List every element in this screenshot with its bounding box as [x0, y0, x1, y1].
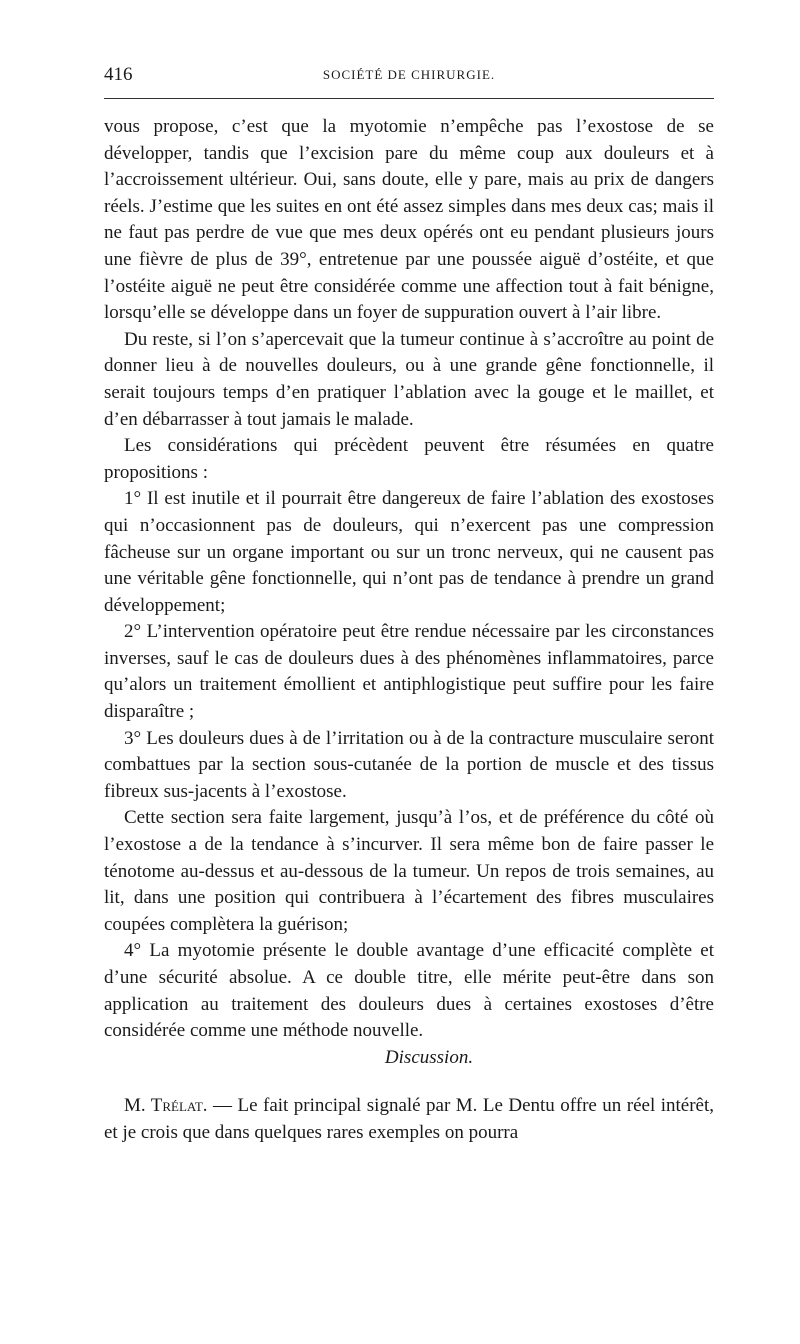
proposition-3: 3° Les douleurs dues à de l’irritation ou à de la contracture musculaire seront combattues par la section sous-cutanée de la portion de muscle et des tissus fibreux sus-jacents à l’exostose.	[104, 727, 714, 802]
discussion-paragraph	[104, 1093, 714, 1146]
paragraph: Du reste, si l’on s’apercevait que la tumeur continue à s’accroître au point de donner lieu à de nouvelles douleurs, ou à une grande gêne fonctionnelle, il serait toujours temps d’en pratiquer l’ablation avec la gouge et le maillet, et d’en débarrasser à tout jamais le malade.	[104, 328, 714, 430]
header-rule	[104, 98, 714, 99]
proposition-2: 2° L’intervention opératoire peut être rendue nécessaire par les circonstances inverses, sauf le cas de douleurs dues à des phénomènes inflammatoires, parce qu’alors un traitement émollient et antiphlogistique peut suffire pour les faire disparaître ;	[104, 621, 714, 723]
running-head	[104, 62, 714, 88]
discussion-text: — Le fait principal signalé par M. Le Dentu offre un réel intérêt, et je crois que dans quelques rares exemples on pourra	[104, 1095, 714, 1143]
paragraph-continued: vous propose, c’est que la myotomie n’empêche pas l’exostose de se développer, tandis que l’excision pare du même coup aux douleurs et à l’accroissement ultérieur. Oui, sans doute, elle y pare, mais au prix de dangers réels. J’estime que les suites en ont été assez simples dans mes deux cas; mais il ne faut pas perdre de vue que mes deux opérés ont eu pendant plusieurs jours une fièvre de plus de 39°, entretenue par une poussée aiguë d’ostéite, et que l’ostéite aiguë ne peut être considérée comme une affection tout à fait bénigne, lorsqu’elle se développe dans un foyer de suppuration ouvert à l’air libre.	[104, 116, 714, 324]
proposition-4: 4° La myotomie présente le double avantage d’une efficacité complète et d’une sécurité absolue. A ce double titre, elle mérite peut-être dans son application au traitement des douleurs dues à certaines exostoses d’être considérée comme une méthode nouvelle.	[104, 940, 714, 1042]
page-number: 416	[104, 64, 133, 85]
paragraph: Cette section sera faite largement, jusqu’à l’os, et de préférence du côté où l’exostose a de la tendance à s’incurver. Il sera même bon de faire passer le ténotome au-dessus et au-dessous de la tumeur. Un repos de trois semaines, au lit, dans une position qui contribuera à l’écartement des fibres musculaires coupées complètera la guérison;	[104, 807, 714, 935]
body-text	[104, 114, 714, 1147]
proposition-1: 1° Il est inutile et il pourrait être dangereux de faire l’ablation des exostoses qui n’occasionnent pas de douleurs, qui n’exercent pas une compression fâcheuse sur un organe important ou sur un tronc nerveux, qui ne causent pas une véritable gêne fonctionnelle, qui n’ont pas de tendance à prendre un grand développement;	[104, 488, 714, 616]
speaker-name: M. Trélat.	[124, 1095, 208, 1117]
running-title: SOCIÉTÉ DE CHIRURGIE.	[322, 67, 496, 82]
paragraph: Les considérations qui précèdent peuvent être résumées en quatre propositions :	[104, 435, 714, 483]
section-heading: Discussion.	[384, 1046, 474, 1068]
